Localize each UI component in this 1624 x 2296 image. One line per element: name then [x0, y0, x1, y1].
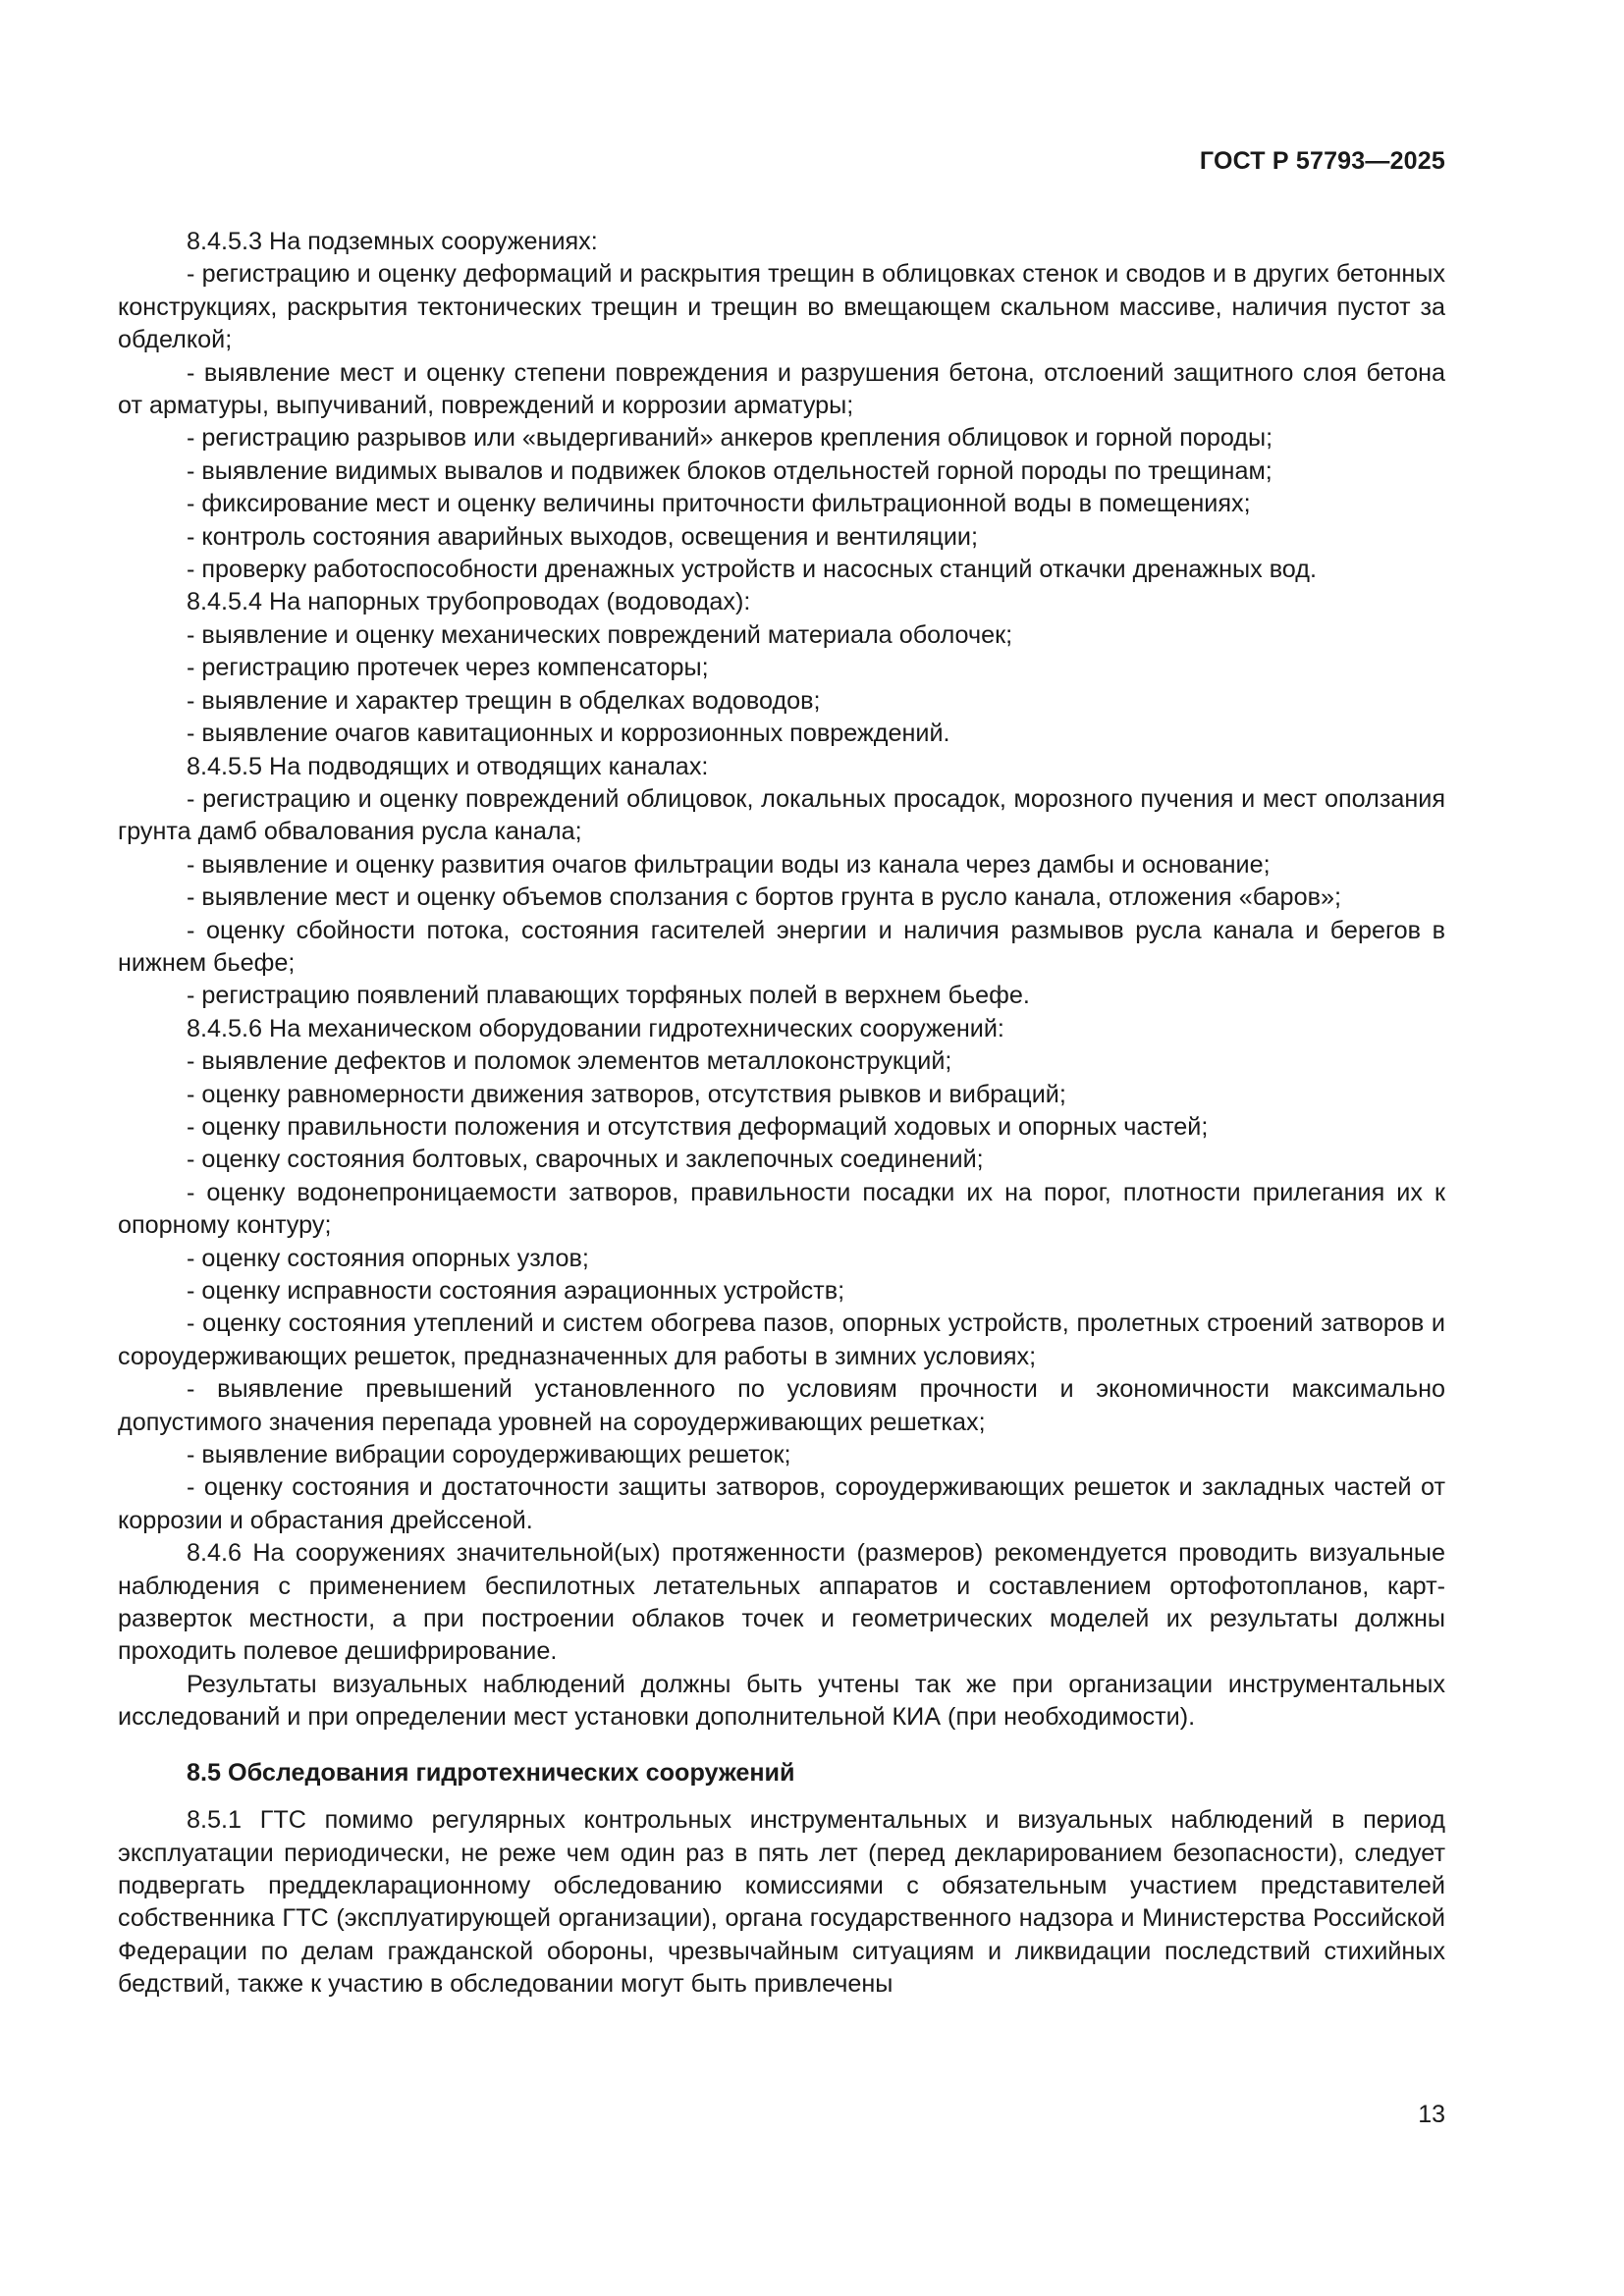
document-body — [118, 226, 1445, 2002]
paragraph: 8.4.5.6 На механическом оборудовании гидротехнических сооружений: — [187, 1014, 1004, 1042]
paragraph: - регистрацию и оценку деформаций и раскрытия трещин в облицовках стенок и сводов и в других бетонных конструкциях, раскрытия тектонических трещин и трещин во вмещающем скальном массиве, наличия пустот за обделкой; — [118, 260, 1445, 354]
paragraph: - оценку равномерности движения затворов, отсутствия рывков и вибраций; — [187, 1080, 1066, 1108]
paragraph: - оценку сбойности потока, состояния гасителей энергии и наличия размывов русла канала и берегов в нижнем бьефе; — [118, 916, 1445, 977]
paragraph: Результаты визуальных наблюдений должны быть учтены так же при организации инструментальных исследований и при определении мест установки дополнительной КИА (при необходимости). — [118, 1670, 1445, 1732]
paragraph: - оценку исправности состояния аэрационных устройств; — [187, 1277, 845, 1305]
paragraph: - регистрацию и оценку повреждений облицовок, локальных просадок, морозного пучения и мест оползания грунта дамб обвалования русла канала; — [118, 784, 1445, 846]
paragraph: - оценку состояния опорных узлов; — [187, 1244, 589, 1272]
paragraph: - контроль состояния аварийных выходов, освещения и вентиляции; — [187, 522, 978, 551]
paragraph: - выявление видимых вывалов и подвижек блоков отдельностей горной породы по трещинам; — [187, 456, 1272, 485]
paragraph: - регистрацию разрывов или «выдергиваний» анкеров крепления облицовок и горной породы; — [187, 424, 1273, 453]
paragraph: - выявление и оценку механических повреждений материала оболочек; — [187, 620, 1013, 649]
paragraph: - фиксирование мест и оценку величины приточности фильтрационной воды в помещениях; — [187, 490, 1251, 518]
paragraph: - выявление и характер трещин в обделках водоводов; — [187, 686, 821, 715]
paragraph: 8.4.5.5 На подводящих и отводящих каналах: — [187, 752, 709, 780]
paragraph: - оценку состояния утеплений и систем обогрева пазов, опорных устройств, пролетных строений затворов и сороудерживающих решеток, предназначенных для работы в зимних условиях; — [118, 1309, 1445, 1370]
paragraph: - регистрацию протечек через компенсаторы; — [187, 654, 709, 682]
paragraph: - выявление дефектов и поломок элементов металлоконструкций; — [187, 1047, 952, 1076]
paragraph: - выявление и оценку развития очагов фильтрации воды из канала через дамбы и основание; — [187, 850, 1271, 879]
paragraph: - регистрацию появлений плавающих торфяных полей в верхнем бьефе. — [187, 982, 1030, 1010]
paragraph: - оценку состояния болтовых, сварочных и заклепочных соединений; — [187, 1146, 984, 1174]
paragraph: - выявление вибрации сороудерживающих решеток; — [187, 1441, 791, 1469]
paragraph: - оценку состояния и достаточности защиты затворов, сороудерживающих решеток и закладных частей от коррозии и обрастания дрейссеной. — [118, 1473, 1445, 1534]
paragraph: - выявление очагов кавитационных и коррозионных повреждений. — [187, 720, 950, 748]
paragraph: - выявление превышений установленного по условиям прочности и экономичности максимально допустимого значения перепада уровней на сороудерживающих решетках; — [118, 1375, 1445, 1436]
page-number: 13 — [1418, 2101, 1445, 2128]
paragraph: 8.4.5.4 На напорных трубопроводах (водоводах): — [187, 588, 751, 616]
paragraph: 8.4.6 На сооружениях значительной(ых) протяженности (размеров) рекомендуется проводить визуальные наблюдения с применением беспилотных летательных аппаратов и составлением ортофотопланов, карт-разверток местности, а при построении облаков точек и геометрических моделей их результаты должны проходить полевое дешифрирование. — [118, 1539, 1445, 1666]
paragraph: 8.5.1 ГТС помимо регулярных контрольных инструментальных и визуальных наблюдений в период эксплуатации периодически, не реже чем один раз в пять лет (перед декларированием безопасности), следует подвергать преддекларационному обследованию комиссиями с обязательным участием представителей собственника ГТС (эксплуатирующей организации), органа государственного надзора и Министерства Российской Федерации по делам гражданской обороны, чрезвычайным ситуациям и ликвидации последствий стихийных бедствий, также к участию в обследовании могут быть привлечены — [118, 1806, 1445, 1999]
paragraph: - оценку правильности положения и отсутствия деформаций ходовых и опорных частей; — [187, 1112, 1209, 1141]
paragraph: - выявление мест и оценку степени повреждения и разрушения бетона, отслоений защитного слоя бетона от арматуры, выпучиваний, повреждений и коррозии арматуры; — [118, 358, 1445, 420]
paragraph: 8.4.5.3 На подземных сооружениях: — [187, 228, 598, 255]
section-heading: 8.5 Обследования гидротехнических сооружений — [187, 1758, 795, 1787]
paragraph: - оценку водонепроницаемости затворов, правильности посадки их на порог, плотности прилегания их к опорному контуру; — [118, 1178, 1445, 1240]
paragraph: - проверку работоспособности дренажных устройств и насосных станций откачки дренажных вод. — [187, 556, 1317, 584]
standard-code-header: ГОСТ Р 57793—2025 — [1199, 147, 1445, 175]
paragraph: - выявление мест и оценку объемов сползания с бортов грунта в русло канала, отложения «баров»; — [187, 883, 1341, 912]
